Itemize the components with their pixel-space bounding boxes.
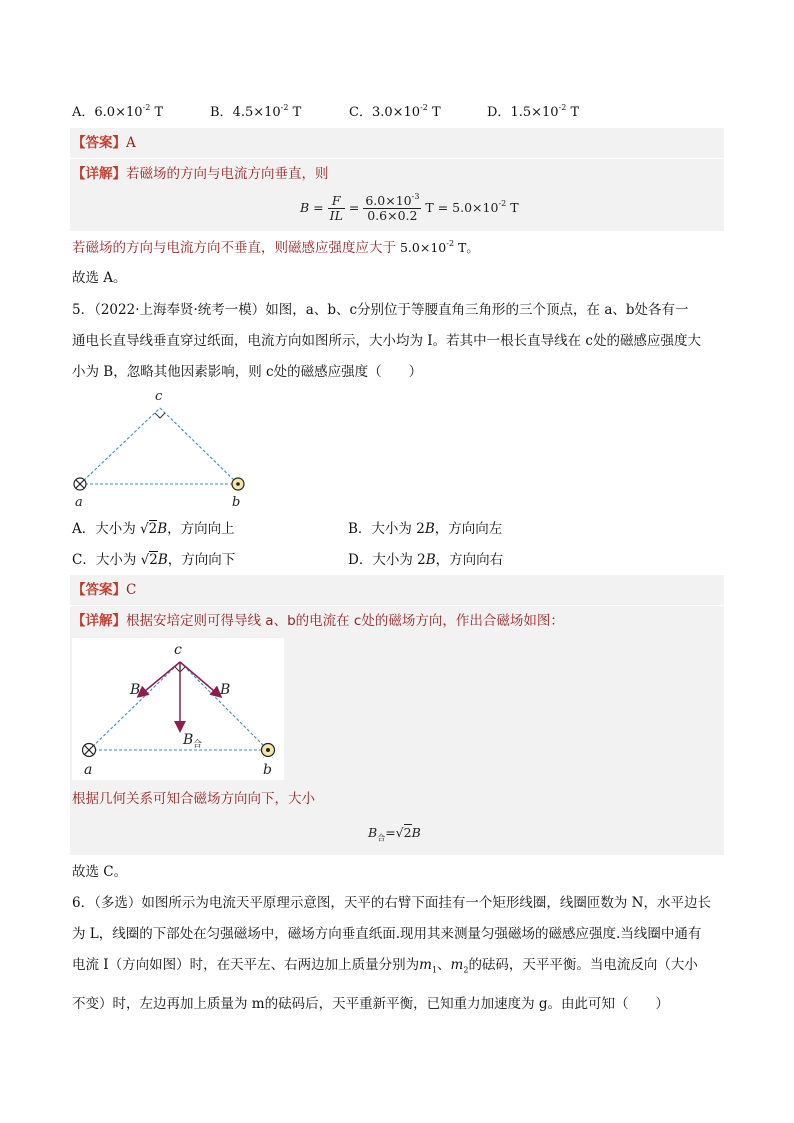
label-b: b bbox=[263, 762, 272, 778]
detail-q5: 【详解】根据安培定则可得导线 a、b的电流在 c处的磁场方向，作出合磁场如图： bbox=[72, 613, 564, 629]
q5-option-d: D．大小为 2B，方向向右 bbox=[348, 552, 504, 568]
q5-triangle-figure bbox=[70, 386, 260, 510]
option-c: C．$3.0\times 10^{-2}$ T bbox=[349, 103, 441, 120]
side-ac bbox=[80, 408, 160, 484]
choose-q5: 故选 C。 bbox=[72, 864, 128, 880]
label-b-sum: B bbox=[183, 732, 194, 748]
q6-line4: 不变）时，左边再加上质量为 m的砝码后，天平重新平衡，已知重力加速度为 g。由此可知（ ） bbox=[72, 996, 670, 1012]
wire-a-into-page-icon bbox=[74, 478, 86, 490]
side-cb bbox=[160, 408, 238, 484]
wire-b-out-of-page-icon bbox=[232, 478, 244, 490]
label-b: b bbox=[232, 495, 241, 510]
answer-q5: 【答案】C bbox=[72, 582, 137, 598]
q5-option-c: C．大小为 √2B，方向向下 bbox=[72, 552, 236, 568]
figure-background bbox=[72, 638, 284, 780]
label-c: c bbox=[155, 389, 163, 404]
formula-q5: $B_合=√2B$ bbox=[368, 825, 421, 843]
wire-a-into-page-icon bbox=[83, 744, 96, 757]
q5-line3: 小为 B，忽略其他因素影响，则 c处的磁感应强度（ ） bbox=[72, 364, 423, 380]
label-b-left: B bbox=[130, 682, 141, 698]
q5-line2: 通电长直导线垂直穿过纸面，电流方向如图所示，大小均为 I。若其中一根长直导线在 c处的磁感应强度大 bbox=[72, 333, 701, 349]
q5-line1: 5．（2022·上海奉贤·统考一模）如图，a、b、c分别位于等腰直角三角形的三个顶点，在 a、b处各有一 bbox=[72, 302, 689, 318]
detail-q4: 【详解】若磁场的方向与电流方向垂直，则 bbox=[72, 166, 329, 182]
wire-b-out-of-page-icon bbox=[262, 744, 275, 757]
label-a: a bbox=[84, 762, 93, 778]
option-b: B．$4.5\times 10^{-2}$ T bbox=[210, 103, 302, 120]
q6-line3: 电流 I（方向如图）时，在天平左、右两边加上质量分别为$m_1$、$m_2$的砝码，天平平衡。当电流反向（大小 bbox=[72, 957, 698, 975]
label-b-sum-sub: 合 bbox=[193, 740, 203, 750]
detail-q5-text2: 根据几何关系可知合磁场方向向下，大小 bbox=[72, 791, 315, 807]
q6-line1: 6．（多选）如图所示为电流天平原理示意图，天平的右臂下面挂有一个矩形线圈，线圈匝数为 N，水平边长 bbox=[72, 895, 711, 911]
q5-detail-figure bbox=[72, 638, 284, 780]
option-d: D．$1.5\times 10^{-2}$ T bbox=[487, 103, 580, 120]
choose-q4: 故选 A。 bbox=[72, 270, 127, 286]
detail-q4-after: 若磁场的方向与电流方向不垂直，则磁感应强度应大于 $5.0\times 10^{-2}$ T。 bbox=[72, 239, 479, 256]
formula-q4: B = $\frac{F}{IL}$ = $\frac{6.0\times 10^{-3}}{0.6\times 0.2}$ $T = 5.0\times 10^{-2}$ T bbox=[300, 192, 519, 223]
answer-box-q4 bbox=[70, 128, 724, 158]
answer-q4: 【答案】A bbox=[72, 135, 136, 151]
label-c: c bbox=[174, 642, 182, 658]
q5-option-b: B．大小为 2B，方向向左 bbox=[348, 521, 503, 537]
label-a: a bbox=[75, 495, 83, 510]
option-a: A．$6.0\times 10^{-2}$ T bbox=[72, 103, 164, 120]
label-b-right: B bbox=[220, 682, 231, 698]
q5-option-a: A．大小为 √2B，方向向上 bbox=[72, 521, 235, 537]
right-angle-mark bbox=[155, 413, 165, 418]
answer-box-q5 bbox=[70, 575, 724, 605]
q6-line2: 为 L，线圈的下部处在匀强磁场中，磁场方向垂直纸面.现用其来测量匀强磁场的磁感应强度.当线圈中通有 bbox=[72, 926, 702, 942]
